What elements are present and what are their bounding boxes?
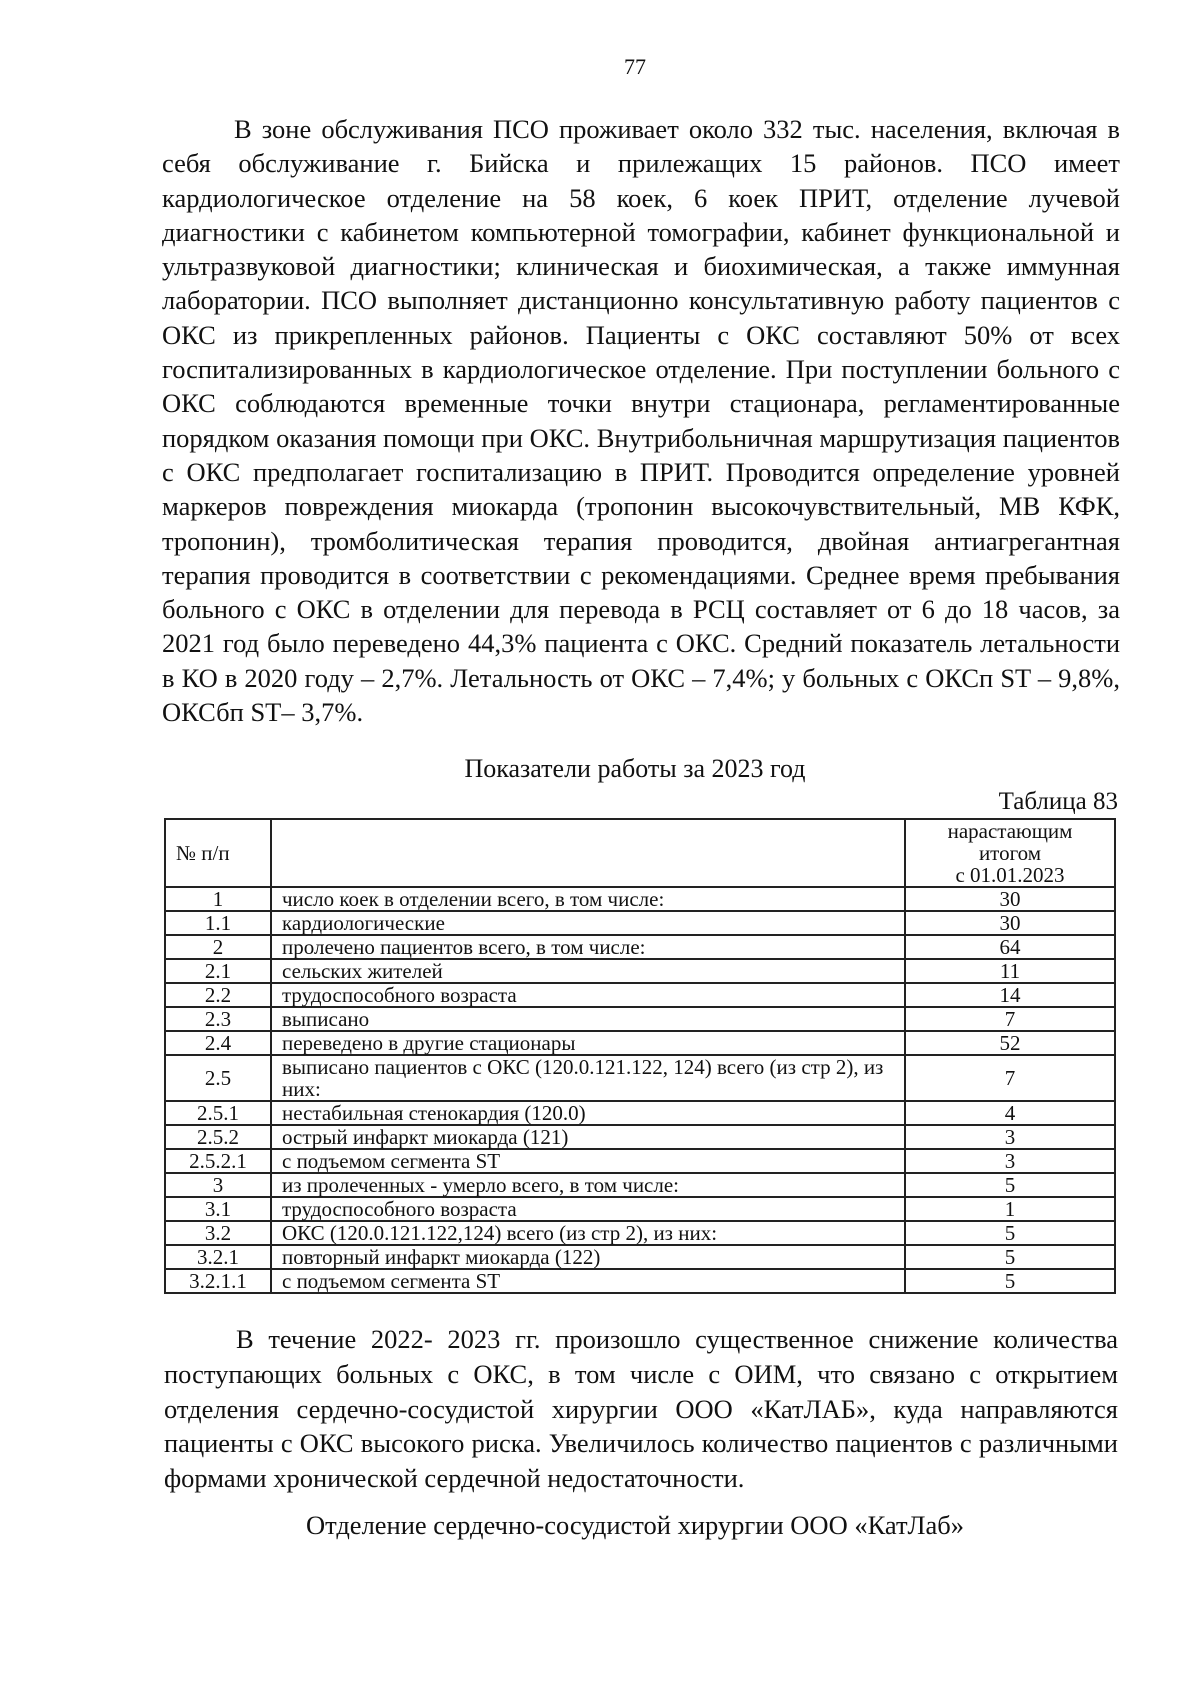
row-num-cell: 3.2 [165,1221,271,1245]
row-value-cell: 7 [905,1055,1115,1101]
row-value-cell: 5 [905,1245,1115,1269]
row-value-cell: 7 [905,1007,1115,1031]
row-name-cell: переведено в другие стационары [271,1031,905,1055]
row-num-cell: 3.2.1 [165,1245,271,1269]
row-value-cell: 3 [905,1149,1115,1173]
header-value-line: итогом [978,841,1042,865]
row-num-cell: 3 [165,1173,271,1197]
table-row [165,1221,1115,1245]
row-num-cell: 2.5.2.1 [165,1149,271,1173]
row-num-cell: 2.5.2 [165,1125,271,1149]
table-label: Таблица 83 [998,788,1118,815]
table-row [165,1055,1115,1101]
section-heading: Отделение сердечно-сосудистой хирургии ООО «КатЛаб» [305,1510,965,1540]
row-num-cell: 2 [165,935,271,959]
page-number: 77 [624,54,646,79]
row-value-cell: 3 [905,1125,1115,1149]
header-name [271,819,905,887]
row-num-cell: 2.5.1 [165,1101,271,1125]
row-name-cell: трудоспособного возраста [271,1197,905,1221]
table-row [165,887,1115,911]
row-num-cell: 2.1 [165,959,271,983]
row-name-cell: с подъемом сегмента ST [271,1149,905,1173]
row-name-cell: выписано [271,1007,905,1031]
row-value-cell: 5 [905,1173,1115,1197]
row-num-cell: 1.1 [165,911,271,935]
table-row [165,1125,1115,1149]
row-value-cell: 64 [905,935,1115,959]
row-value-cell: 14 [905,983,1115,1007]
table-row [165,1149,1115,1173]
row-value-cell: 30 [905,887,1115,911]
table-row [165,959,1115,983]
row-value-cell: 1 [905,1197,1115,1221]
row-num-cell: 2.3 [165,1007,271,1031]
header-value-line: с 01.01.2023 [955,863,1065,887]
header-value [905,819,1115,887]
row-name-cell: трудоспособного возраста [271,983,905,1007]
row-num-cell: 1 [165,887,271,911]
row-value-cell: 5 [905,1221,1115,1245]
row-name-cell: ОКС (120.0.121.122,124) всего (из стр 2), из них: [271,1221,905,1245]
row-value-cell: 52 [905,1031,1115,1055]
row-num-cell: 2.5 [165,1055,271,1101]
row-name-cell: пролечено пациентов всего, в том числе: [271,935,905,959]
row-name-cell: кардиологические [271,911,905,935]
table-row [165,1007,1115,1031]
row-name-cell: число коек в отделении всего, в том числе: [271,887,905,911]
table-row [165,1173,1115,1197]
row-name-cell: нестабильная стенокардия (120.0) [271,1101,905,1125]
header-value-line: нарастающим [947,819,1073,843]
row-num-cell: 3.2.1.1 [165,1269,271,1293]
closing-paragraph: В течение 2022- 2023 гг. произошло существенное снижение количества поступающих больных с ОКС, в том числе с ОИМ, что связано с открытием отделения сердечно-сосудистой хирургии ООО «КатЛАБ», куда направляются пациенты с ОКС высокого риска. Увеличилось количество пациентов с различными формами хронической сердечной недостаточности. [164,1324,1118,1494]
row-num-cell: 3.1 [165,1197,271,1221]
row-num-cell: 2.4 [165,1031,271,1055]
row-name-cell: с подъемом сегмента ST [271,1269,905,1293]
table-title: Показатели работы за 2023 год [464,754,806,783]
table-row [165,1101,1115,1125]
row-name-cell: из пролеченных - умерло всего, в том числе: [271,1173,905,1197]
row-value-cell: 5 [905,1269,1115,1293]
row-name-cell: выписано пациентов с ОКС (120.0.121.122, 124) всего (из стр 2), из них: [271,1055,905,1101]
table-row [165,911,1115,935]
stats-table [164,818,1116,1294]
table-header-row [165,819,1115,887]
header-num: № п/п [165,819,271,887]
row-name-cell: повторный инфаркт миокарда (122) [271,1245,905,1269]
intro-paragraph: В зоне обслуживания ПСО проживает около 332 тыс. населения, включая в себя обслуживание г. Бийска и прилежащих 15 районов. ПСО имеет кардиологическое отделение на 58 коек, 6 коек ПРИТ, отделение лучевой диагностики с кабинетом компьютерной томографии, кабинет функциональной и ультразвуковой диагностики; клиническая и биохимическая, а также иммунная лаборатории. ПСО выполняет дистанционно консультативную работу пациентов с ОКС из прикрепленных районов. Пациенты с ОКС составляют 50% от всех госпитализированных в кардиологическое отделение. При поступлении больного с ОКС соблюдаются временные точки внутри стационара, регламентированные порядком оказания помощи при ОКС. Внутрибольничная маршрутизация пациентов с ОКС предполагает госпитализацию в ПРИТ. Проводится определение уровней маркеров повреждения миокарда (тропонин высокочувствительный, МВ КФК, тропонин), тромболитическая терапия проводится, двойная антиагрегантная терапия проводится в соответствии с рекомендациями. Среднее время пребывания больного с ОКС в отделении для перевода в РСЦ составляет от 6 до 18 часов, за 2021 год было переведено 44,3% пациента с ОКС. Средний показатель летальности в КО в 2020 году – 2,7%. Летальность от ОКС – 7,4%; у больных с ОКСп ST – 9,8%, ОКСбп ST– 3,7%. [162,114,1120,728]
row-value-cell: 30 [905,911,1115,935]
row-num-cell: 2.2 [165,983,271,1007]
table-row [165,1031,1115,1055]
intro-paragraph-block [162,112,1120,729]
table-row [165,1245,1115,1269]
table-row [165,983,1115,1007]
table-row [165,935,1115,959]
row-name-cell: острый инфаркт миокарда (121) [271,1125,905,1149]
closing-paragraph-block [164,1322,1118,1496]
row-name-cell: сельских жителей [271,959,905,983]
row-value-cell: 4 [905,1101,1115,1125]
row-value-cell: 11 [905,959,1115,983]
table-body [165,887,1115,1293]
table-row [165,1197,1115,1221]
table-row [165,1269,1115,1293]
